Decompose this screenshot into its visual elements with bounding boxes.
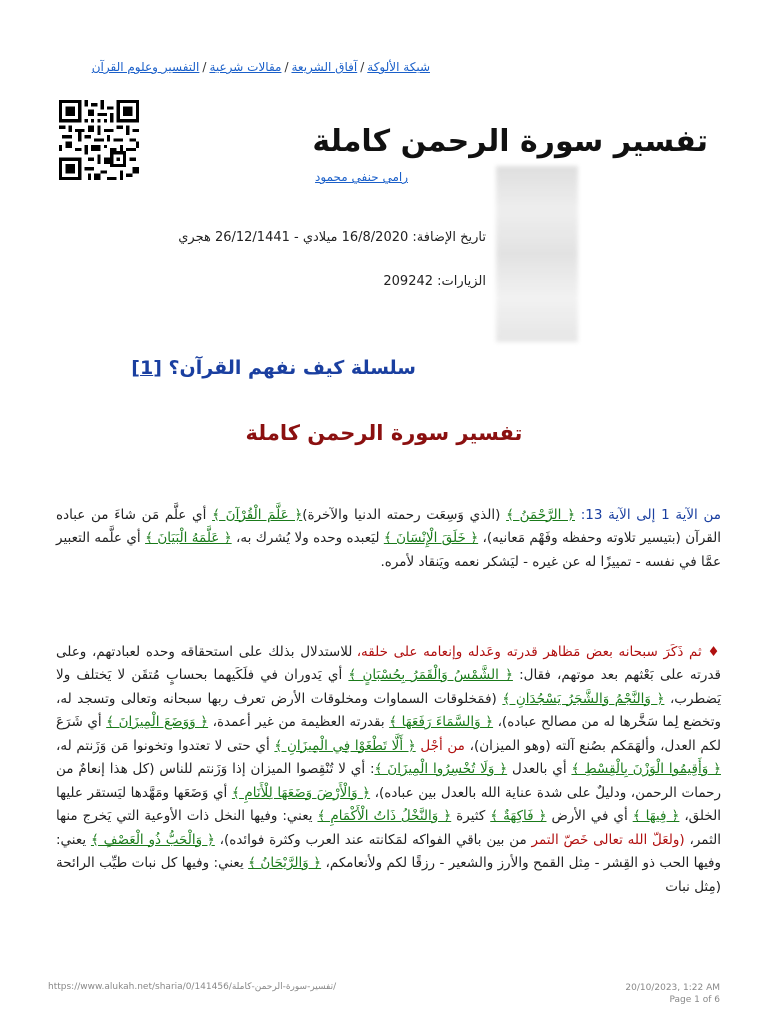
explanation-text: أي حتى لا تعتدوا وتخونوا مَن وَزَنتم له،	[56, 737, 275, 754]
breadcrumb-link-sharia[interactable]: آفاق الشريعة	[291, 60, 358, 74]
explanation-text: يعني: وفيها كل نبات طيِّب الرائحة (مِثل نبات	[56, 855, 721, 895]
qr-code	[59, 100, 139, 180]
explanation-text: أي بالعدل	[507, 761, 572, 777]
series-heading	[131, 357, 416, 379]
quran-quote[interactable]: ﴿ عَلَّمَ الْقُرْآنَ ﴾	[212, 506, 303, 523]
breadcrumb-separator: /	[284, 60, 289, 74]
explanation-text: (الذي وَسِعَت رحمته الدنيا والآخرة)	[302, 506, 507, 523]
quran-quote[interactable]: ﴿ الشَّمْسُ وَالْقَمَرُ بِحُسْبَانٍ ﴾	[348, 667, 513, 683]
explanation-text: يعني: وفيها النخل ذات الأوعية التي يَخرج منها الثمر،	[56, 808, 722, 848]
explanation-text: أي علَّمه التعبير عمَّا في نفسه - تمييزًا له عن غيره - ليَشكر نعمه ويَنقاد لأمره.	[56, 530, 721, 570]
page-number: Page 1 of 6	[669, 995, 720, 1005]
breadcrumb-link-articles[interactable]: مقالات شرعية	[209, 60, 282, 74]
visit-count: الزيارات: 209242	[383, 274, 486, 289]
tafsir-paragraph-2	[56, 641, 721, 900]
explanation-text: (فمَخلوقات السماوات ومخلوقات الأرض تعرف ربها سبحانه وتعالى وتسجد له، وتخضع لِما سَخَّرها له من مصالح عباده)،	[56, 690, 721, 730]
quran-quote[interactable]: ﴿ وَالنَّخْلُ ذَاتُ الْأَكْمَامِ ﴾	[317, 808, 452, 824]
highlighted-text: من أجْل	[420, 737, 465, 754]
verse-range: من الآية 1 إلى الآية 13:	[580, 506, 721, 523]
series-title: سلسلة كيف نفهم القرآن؟	[168, 357, 416, 379]
quran-quote[interactable]: ﴿ فَاكِهَةٌ ﴾	[490, 808, 547, 824]
publish-date: تاريخ الإضافة: 16/8/2020 ميلادي - 26/12/1441 هجري	[178, 230, 486, 245]
explanation-text: أي وَضَعَها ومَهَّدها ليَستقر عليها الخلق،	[56, 784, 721, 824]
breadcrumb-link-tafsir[interactable]: التفسير وعلوم القرآن	[91, 60, 200, 74]
article-subtitle: تفسير سورة الرحمن كاملة	[245, 421, 523, 446]
explanation-text: بقدرته العظيمة من غير أعمدة،	[208, 714, 390, 730]
footer-stamp	[625, 982, 720, 1006]
quran-quote[interactable]: ﴿ وَالسَّمَاءَ رَفَعَهَا ﴾	[389, 714, 494, 730]
quran-quote[interactable]: ﴿ فِيهَا ﴾	[632, 808, 680, 824]
breadcrumb-separator: /	[202, 60, 207, 74]
quran-quote[interactable]: ﴿ وَلَا تُخْسِرُوا الْمِيزَانَ ﴾	[374, 761, 508, 777]
diamond-bullet-icon: ♦	[707, 643, 722, 660]
explanation-text: أي شَرَعَ لكم العدل، وألهَمَكم بصُنع آلته (وهو الميزان)،	[56, 714, 721, 754]
author-photo-blurred	[496, 166, 578, 342]
quran-quote[interactable]: ﴿ أَلَّا تَطْغَوْا فِي الْمِيزَانِ ﴾	[274, 737, 416, 754]
footer-url: https://www.alukah.net/sharia/0/141456/تفسير-سورة-الرحمن-كاملة/	[48, 982, 337, 992]
breadcrumb-separator: /	[360, 60, 365, 74]
breadcrumb-link-alukah[interactable]: شبكة الألوكة	[367, 60, 430, 74]
highlighted-text: (ولعَلّ الله تعالى خَصّ التمر	[531, 831, 685, 848]
quran-quote[interactable]: ﴿ وَوَضَعَ الْمِيزَانَ ﴾	[106, 714, 209, 730]
explanation-text: يعني: وفيها الحب ذو القِشر - مِثل القمح والأرز والشعير - رزقًا لكم ولأنعامكم،	[56, 831, 721, 871]
print-timestamp: 20/10/2023, 1:22 AM	[625, 983, 720, 993]
explanation-text: أي علَّم مَن شاءَ من عباده القرآن (بتيسير تلاوته وحفظه وفَهْم مَعانيه)،	[56, 506, 721, 546]
explanation-text: أي في الأرض	[546, 808, 633, 824]
quran-quote[interactable]: ﴿ خَلَقَ الْإِنْسَانَ ﴾	[383, 530, 479, 546]
explanation-text: : أي لا تُنْقِصوا الميزان إذا وَزَنتم للناس (كل هذا إنعامٌ من رحمات الرحمن، ودليلٌ على شدة عناية الله بالعدل بين عباده)،	[56, 761, 721, 801]
explanation-text: للاستدلال بذلك على استحقاقه وحده لعبادتهم، وعلى قدرته على بَعْثهم بعد موتهم، فقال:	[56, 643, 721, 683]
quran-quote[interactable]: ﴿ وَأَقِيمُوا الْوَزْنَ بِالْقِسْطِ ﴾	[571, 761, 721, 777]
footnote-ref-link[interactable]: [1]	[131, 357, 162, 379]
quran-quote[interactable]: ﴿ الرَّحْمَنُ ﴾	[506, 506, 575, 523]
highlighted-text: ثم ذَكَرَ سبحانه بعض مَظاهر قدرته وعَدله وإنعامه على خلقه،	[356, 643, 702, 660]
quran-quote[interactable]: ﴿ وَالرَّيْحَانُ ﴾	[248, 855, 322, 871]
tafsir-paragraph-1	[56, 504, 721, 575]
quran-quote[interactable]: ﴿ وَالْحَبُّ ذُو الْعَصْفِ ﴾	[90, 831, 215, 848]
quran-quote[interactable]: ﴿ وَالنَّجْمُ وَالشَّجَرُ يَسْجُدَانِ ﴾	[502, 690, 665, 707]
explanation-text: أي يَدوران في فلَكَيهما بحسابٍ مُتقَن لا يَختلف ولا يَضطرب،	[56, 667, 721, 707]
explanation-text: ليَعبده وحده ولا يُشرك به،	[231, 530, 384, 546]
article-title: تفسير سورة الرحمن كاملة	[312, 124, 708, 160]
breadcrumb	[92, 60, 430, 74]
explanation-text: كثيرة	[451, 808, 491, 824]
author-link[interactable]: رامي حنفي محمود	[315, 170, 408, 184]
explanation-text: من بين باقي الفواكه لمَكانته عند العرب وكثرة فوائده)،	[214, 831, 532, 848]
quran-quote[interactable]: ﴿ عَلَّمَهُ الْبَيَانَ ﴾	[145, 530, 232, 546]
quran-quote[interactable]: ﴿ وَالْأَرْضَ وَضَعَهَا لِلْأَنَامِ ﴾	[231, 784, 371, 801]
